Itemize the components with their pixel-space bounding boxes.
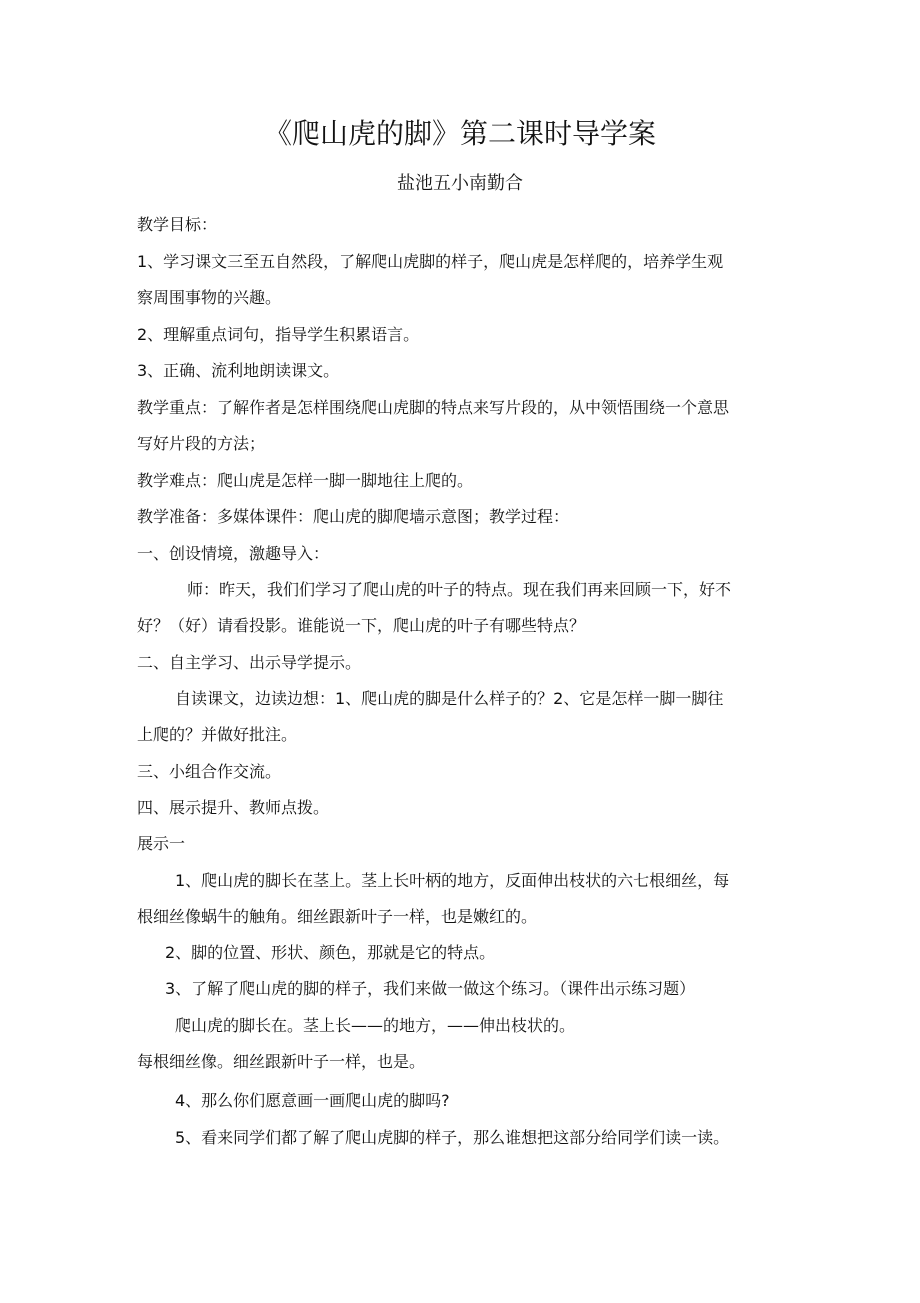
document-title: 《爬山虎的脚》第二课时导学案 bbox=[263, 117, 656, 150]
step-1-text-line-1: 师：昨天，我们们学习了爬山虎的叶子的特点。现在我们再来回顾一下，好不 bbox=[187, 580, 732, 599]
display-item-5: 5、看来同学们都了解了爬山虎脚的样子，那么谁想把这部分给同学们读一读。 bbox=[175, 1128, 730, 1147]
step-4-heading: 四、展示提升、教师点拨。 bbox=[137, 798, 330, 817]
objective-1-line-1: 1、学习课文三至五自然段，了解爬山虎脚的样子，爬山虎是怎样爬的，培养学生观 bbox=[137, 252, 724, 271]
display-item-4: 4、那么你们愿意画一画爬山虎的脚吗? bbox=[175, 1091, 450, 1110]
display-item-1-line-1: 1、爬山虎的脚长在茎上。茎上长叶柄的地方，反面伸出枝状的六七根细丝，每 bbox=[175, 871, 730, 890]
author-line: 盐池五小南勤合 bbox=[397, 173, 523, 194]
objective-2: 2、理解重点词句，指导学生积累语言。 bbox=[137, 325, 420, 344]
preparation-line: 教学准备：多媒体课件：爬山虎的脚爬墙示意图；教学过程： bbox=[137, 507, 570, 526]
step-3-heading: 三、小组合作交流。 bbox=[137, 762, 282, 781]
step-2-heading: 二、自主学习、出示导学提示。 bbox=[137, 653, 362, 672]
step-2-text-line-2: 上爬的？并做好批注。 bbox=[137, 725, 298, 744]
display-item-2: 2、脚的位置、形状、颜色，那就是它的特点。 bbox=[165, 943, 496, 962]
exercise-line-1: 爬山虎的脚长在。茎上长——的地方，——伸出枝状的。 bbox=[175, 1016, 576, 1035]
section-label-objectives: 教学目标： bbox=[137, 215, 218, 234]
key-point-line-2: 写好片段的方法； bbox=[137, 434, 266, 453]
display-item-3: 3、了解了爬山虎的脚的样子，我们来做一做这个练习。（课件出示练习题） bbox=[165, 979, 696, 998]
objective-3: 3、正确、流利地朗读课文。 bbox=[137, 361, 340, 380]
step-1-text-line-2: 好？（好）请看投影。谁能说一下，爬山虎的叶子有哪些特点？ bbox=[137, 616, 586, 635]
step-2-text-line-1: 自读课文，边读边想：1、爬山虎的脚是什么样子的？2、它是怎样一脚一脚往 bbox=[175, 689, 724, 708]
display-item-1-line-2: 根细丝像蜗牛的触角。细丝跟新叶子一样，也是嫩红的。 bbox=[137, 907, 538, 926]
difficulty-line: 教学难点：爬山虎是怎样一脚一脚地往上爬的。 bbox=[137, 471, 474, 490]
display-one-label: 展示一 bbox=[137, 834, 186, 853]
objective-1-line-2: 察周围事物的兴趣。 bbox=[137, 288, 282, 307]
key-point-line-1: 教学重点：了解作者是怎样围绕爬山虎脚的特点来写片段的，从中领悟围绕一个意思 bbox=[137, 398, 730, 417]
exercise-line-2: 每根细丝像。细丝跟新叶子一样，也是。 bbox=[137, 1052, 426, 1071]
step-1-heading: 一、创设情境，激趣导入： bbox=[137, 544, 330, 563]
